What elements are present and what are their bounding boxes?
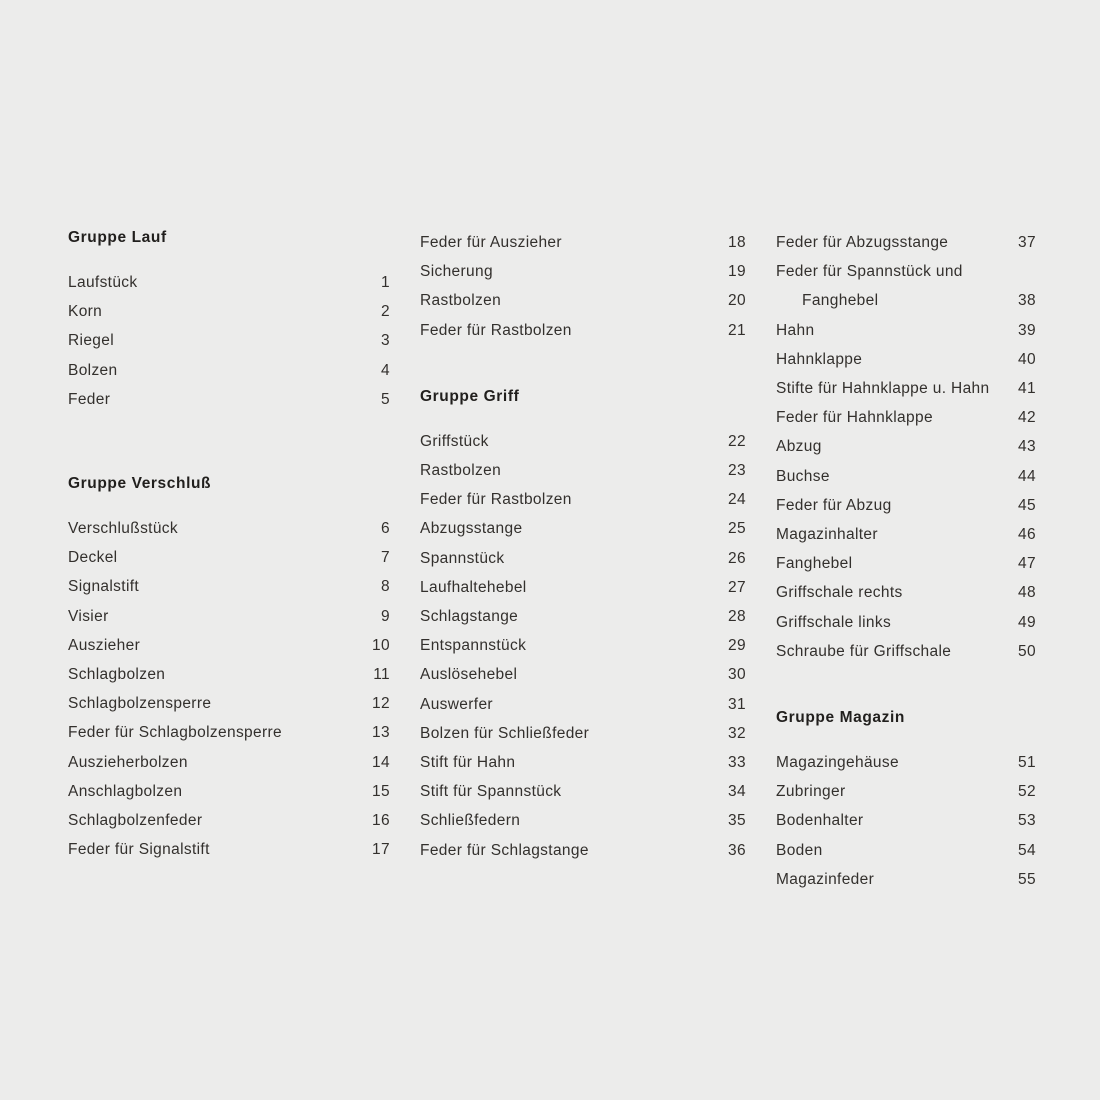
list-item [68,602,390,631]
part-number: 31 [728,695,746,713]
list-item [68,748,390,777]
part-label: Stift für Spannstück [420,783,562,801]
part-number: 19 [728,263,746,281]
part-label: Visier [68,607,109,625]
part-label: Schlagbolzensperre [68,695,212,713]
part-label: Abzugsstange [420,520,523,538]
part-number: 29 [728,637,746,655]
part-label: Feder für Abzugsstange [776,234,949,251]
group-title-magazin: Gruppe Magazin [776,709,905,727]
part-number: 9 [381,607,390,625]
part-number: 7 [381,549,390,567]
list-item [68,631,390,660]
list-item [776,806,1036,835]
group-verschluss [68,474,390,864]
part-number: 23 [728,462,746,480]
list-item [776,432,1036,461]
part-label: Stift für Hahn [420,754,516,772]
part-label: Griffschale links [776,613,892,631]
list-item [776,374,1036,403]
part-label: Fanghebel [776,555,853,573]
part-number: 21 [728,321,746,339]
part-number: 2 [381,303,390,321]
part-label: Deckel [68,549,118,567]
part-number: 35 [728,812,746,830]
list-item [68,297,390,326]
list-item [420,690,746,719]
list-item [776,491,1036,520]
part-number: 11 [373,666,390,684]
part-label: Feder [68,390,111,408]
list-item [420,257,746,286]
part-label: Griffstück [420,432,489,450]
part-number: 22 [728,432,746,450]
list-item [68,326,390,355]
list-item [776,865,1036,894]
list-item [776,549,1036,578]
list-item [776,777,1036,806]
part-label: Auszieher [68,636,141,654]
part-number: 24 [728,491,746,509]
list-item [420,286,746,315]
list-item [68,806,390,835]
part-label: Bolzen [68,361,118,379]
list-item [420,836,746,865]
list-item [68,356,390,385]
part-number: 55 [1018,870,1036,888]
part-label: Boden [776,841,823,859]
part-number: 46 [1018,526,1036,544]
part-label: Laufhaltehebel [420,578,527,596]
part-label: Schließfedern [420,812,521,830]
part-label [776,257,963,315]
part-number: 48 [1018,584,1036,602]
list-item [420,316,746,345]
list-item [776,836,1036,865]
part-number: 44 [1018,467,1036,485]
list-item [68,835,390,864]
group-title-griff: Gruppe Griff [420,387,520,405]
part-label: Feder für Signalstift [68,841,210,859]
list-item [68,777,390,806]
entry-list-magazin [776,748,1036,894]
entry-list-lauf [68,268,390,414]
part-number: 41 [1018,380,1036,398]
part-number: 15 [372,782,390,800]
part-number: 3 [381,332,390,350]
list-item [420,719,746,748]
part-number: 30 [728,666,746,684]
part-label: Feder für Rastbolzen [420,491,572,509]
group-griff-continued [776,228,1036,666]
part-number: 27 [728,578,746,596]
part-label: Hahnklappe [776,350,863,368]
part-label: Rastbolzen [420,292,502,310]
part-number: 53 [1018,812,1036,830]
part-number: 36 [728,841,746,859]
part-label-line1: Feder für Spannstück und [776,263,963,281]
part-label: Magazingehäuse [776,754,899,772]
part-number: 34 [728,783,746,801]
entry-list-verschluss-continued [420,228,746,345]
part-number: 5 [381,390,390,408]
part-number: 37 [1018,234,1036,251]
part-number: 18 [728,234,746,251]
group-title-lauf: Gruppe Lauf [68,229,167,246]
part-label: Bodenhalter [776,812,864,830]
part-label: Auslösehebel [420,666,518,684]
part-number: 38 [1018,292,1036,310]
part-label: Bolzen für Schließfeder [420,724,590,742]
part-label: Hahn [776,321,815,339]
part-label: Feder für Schlagstange [420,841,589,859]
part-label: Buchse [776,467,830,485]
part-label: Signalstift [68,578,140,596]
entry-list-griff [420,427,746,865]
list-item [420,631,746,660]
parts-column-1 [68,228,420,894]
list-item [776,462,1036,491]
part-label: Rastbolzen [420,462,502,480]
part-label: Zubringer [776,783,846,801]
list-item [420,514,746,543]
list-item [776,637,1036,666]
list-item [776,257,1036,315]
list-item [776,345,1036,374]
part-number: 40 [1018,350,1036,368]
parts-column-3 [776,228,1036,894]
part-label: Abzug [776,438,822,456]
list-item [420,427,746,456]
list-item [420,544,746,573]
part-label: Auszieherbolzen [68,753,188,771]
list-item [68,660,390,689]
part-label: Stifte für Hahnklappe u. Hahn [776,380,990,398]
parts-column-2 [420,228,776,894]
part-label: Feder für Auszieher [420,234,562,251]
part-number: 17 [372,841,390,859]
part-number: 10 [372,636,390,654]
list-item [420,485,746,514]
part-number: 33 [728,754,746,772]
list-item [420,660,746,689]
list-item [420,456,746,485]
list-item [68,543,390,572]
list-item [420,777,746,806]
parts-list-columns [68,228,1036,894]
part-label: Verschlußstück [68,520,178,538]
list-item [776,316,1036,345]
part-number: 20 [728,292,746,310]
group-verschluss-continued [420,228,746,345]
list-item [420,228,746,257]
part-label: Magazinfeder [776,870,875,888]
part-number: 8 [381,578,390,596]
part-label: Schraube für Griffschale [776,642,952,660]
list-item [68,268,390,297]
part-label: Feder für Abzug [776,496,892,514]
part-label: Auswerfer [420,695,493,713]
part-label: Feder für Schlagbolzensperre [68,724,282,742]
list-item [68,572,390,601]
part-label-line2: Fanghebel [802,292,879,310]
part-number: 13 [372,724,390,742]
part-number: 50 [1018,642,1036,660]
group-title-verschluss: Gruppe Verschluß [68,475,212,493]
part-label: Magazinhalter [776,526,878,544]
part-number: 16 [372,812,390,830]
part-number: 47 [1018,555,1036,573]
list-item [68,718,390,747]
list-item [776,520,1036,549]
part-number: 51 [1018,754,1036,772]
part-number: 49 [1018,613,1036,631]
part-number: 1 [381,274,390,291]
part-number: 39 [1018,321,1036,339]
part-number: 42 [1018,409,1036,427]
part-number: 14 [372,753,390,771]
part-number: 54 [1018,841,1036,859]
list-item [420,748,746,777]
group-magazin [776,708,1036,894]
part-label: Spannstück [420,549,505,567]
part-number: 26 [728,549,746,567]
list-item [68,385,390,414]
part-label: Schlagbolzen [68,666,166,684]
part-number: 32 [728,724,746,742]
list-item [776,578,1036,607]
part-number: 52 [1018,783,1036,801]
part-number: 28 [728,608,746,626]
entry-list-verschluss [68,514,390,864]
part-label: Sicherung [420,263,493,281]
list-item [68,514,390,543]
part-label: Schlagbolzenfeder [68,812,203,830]
part-label: Riegel [68,332,115,350]
part-label: Griffschale rechts [776,584,903,602]
part-number: 25 [728,520,746,538]
list-item [776,748,1036,777]
list-item [68,689,390,718]
part-number: 45 [1018,496,1036,514]
list-item [776,403,1036,432]
list-item [776,228,1036,257]
part-number: 6 [381,520,390,538]
part-number: 43 [1018,438,1036,456]
list-item [420,573,746,602]
group-griff [420,387,746,865]
part-label: Anschlagbolzen [68,782,183,800]
part-label: Entspannstück [420,637,527,655]
part-label: Schlagstange [420,608,519,626]
part-label: Korn [68,303,103,321]
part-label: Feder für Rastbolzen [420,321,572,339]
part-number: 12 [372,695,390,713]
list-item [776,608,1036,637]
part-label: Laufstück [68,274,138,291]
list-item [420,806,746,835]
group-lauf [68,228,390,414]
list-item [420,602,746,631]
part-number: 4 [381,361,390,379]
entry-list-griff-continued [776,228,1036,666]
part-label: Feder für Hahnklappe [776,409,933,427]
